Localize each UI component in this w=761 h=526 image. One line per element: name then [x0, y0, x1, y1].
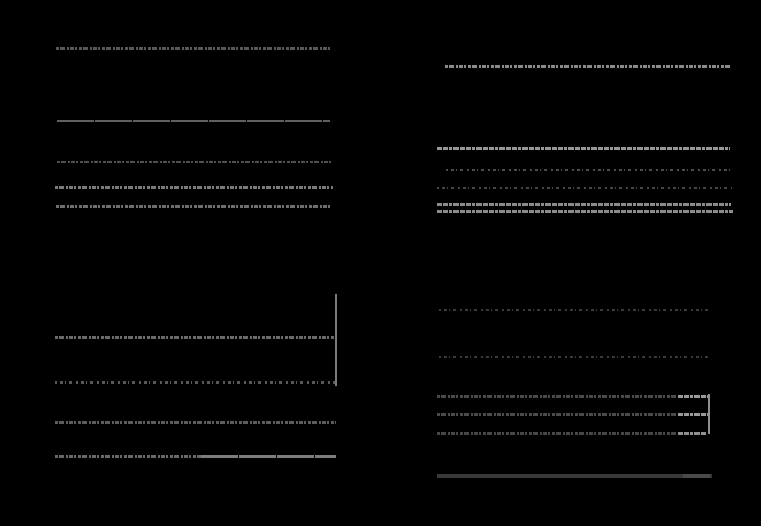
text-line	[439, 356, 711, 358]
highlight-segment	[678, 413, 708, 416]
text-line	[445, 65, 730, 68]
footer-bar	[437, 474, 712, 478]
text-line	[446, 169, 732, 171]
text-line	[439, 309, 711, 311]
text-line	[437, 413, 680, 416]
text-line	[437, 187, 732, 189]
highlight-segment	[678, 432, 706, 435]
text-line	[437, 147, 730, 150]
highlight-segment	[678, 395, 708, 398]
bracket-bar	[708, 394, 710, 434]
text-line	[437, 203, 731, 206]
text-line	[437, 432, 680, 435]
text-line	[437, 395, 680, 398]
text-line	[437, 210, 733, 213]
footer-bar-tip	[683, 474, 710, 478]
